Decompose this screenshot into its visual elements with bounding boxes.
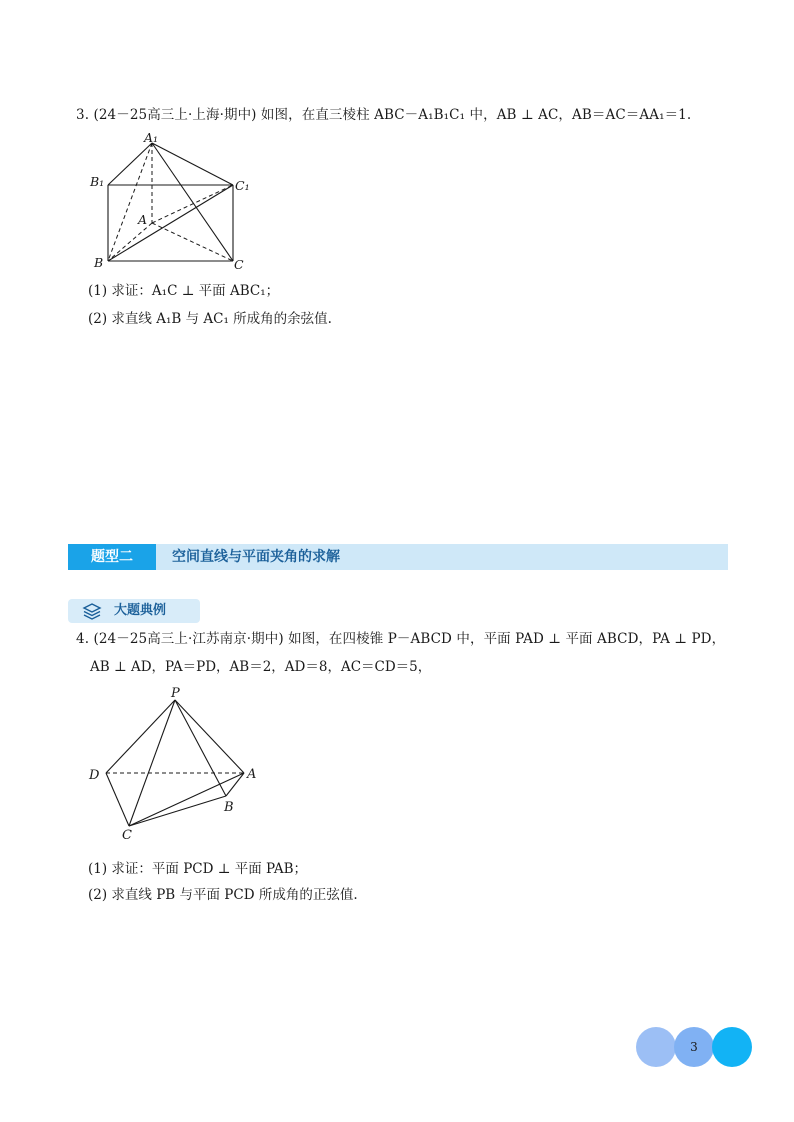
edge-pa [175,700,244,773]
edge-pc [129,700,175,826]
edge-bc1 [108,185,233,261]
label-c: C [122,828,132,842]
edge-a1c [152,143,233,261]
problem-3-part-1: (1) 求证：A₁C ⊥ 平面 ABC₁； [88,283,280,299]
problem-3-stem: 3. (24－25高三上·上海·期中) 如图，在直三棱柱 ABC－A₁B₁C₁ 中，AB ⊥ AC，AB＝AC＝AA₁＝1. [76,107,692,123]
edge-ac [152,223,233,261]
label-b: B [224,800,234,815]
page-dot-right [712,1027,752,1067]
edge-a1c1 [152,143,233,185]
label-d: D [89,768,100,783]
page-dot-left [636,1027,676,1067]
edge-pd [106,700,175,773]
label-b: B [94,255,104,270]
layers-icon [82,602,102,620]
edge-pb [175,700,226,796]
label-c1: C₁ [235,178,250,193]
page-indicator [636,1027,752,1067]
problem-4-stem-line-2: AB ⊥ AD，PA＝PD，AB＝2，AD＝8，AC＝CD＝5， [90,659,432,675]
edge-dc [106,773,129,826]
prism-figure [86,128,256,274]
label-c: C [234,257,244,272]
pyramid-figure [86,684,266,842]
edge-ba [226,773,244,796]
edge-a1b [108,143,152,261]
edge-ac1 [152,185,233,223]
label-a: A [247,767,257,782]
problem-3-part-2: (2) 求直线 A₁B 与 AC₁ 所成角的余弦值. [88,311,332,327]
section-header [68,544,728,570]
section-tag: 题型二 [68,544,156,570]
problem-4-stem-line-1: 4. (24－25高三上·江苏南京·期中) 如图，在四棱锥 P－ABCD 中，平面 PAD ⊥ 平面 ABCD，PA ⊥ PD， [76,631,726,647]
edge-cb [129,796,226,826]
problem-4-part-1: (1) 求证：平面 PCD ⊥ 平面 PAB； [88,861,308,877]
page-number: 3 [690,1040,698,1054]
problem-4-part-2: (2) 求直线 PB 与平面 PCD 所成角的正弦值. [88,887,358,903]
label-a1: A₁ [144,130,159,145]
label-a: A [138,212,148,227]
section-title: 空间直线与平面夹角的求解 [172,549,340,565]
label-b1: B₁ [90,174,105,189]
label-p: P [171,686,180,701]
example-badge [68,599,200,623]
edge-a1b1 [108,143,152,185]
example-label: 大题典例 [114,603,167,618]
